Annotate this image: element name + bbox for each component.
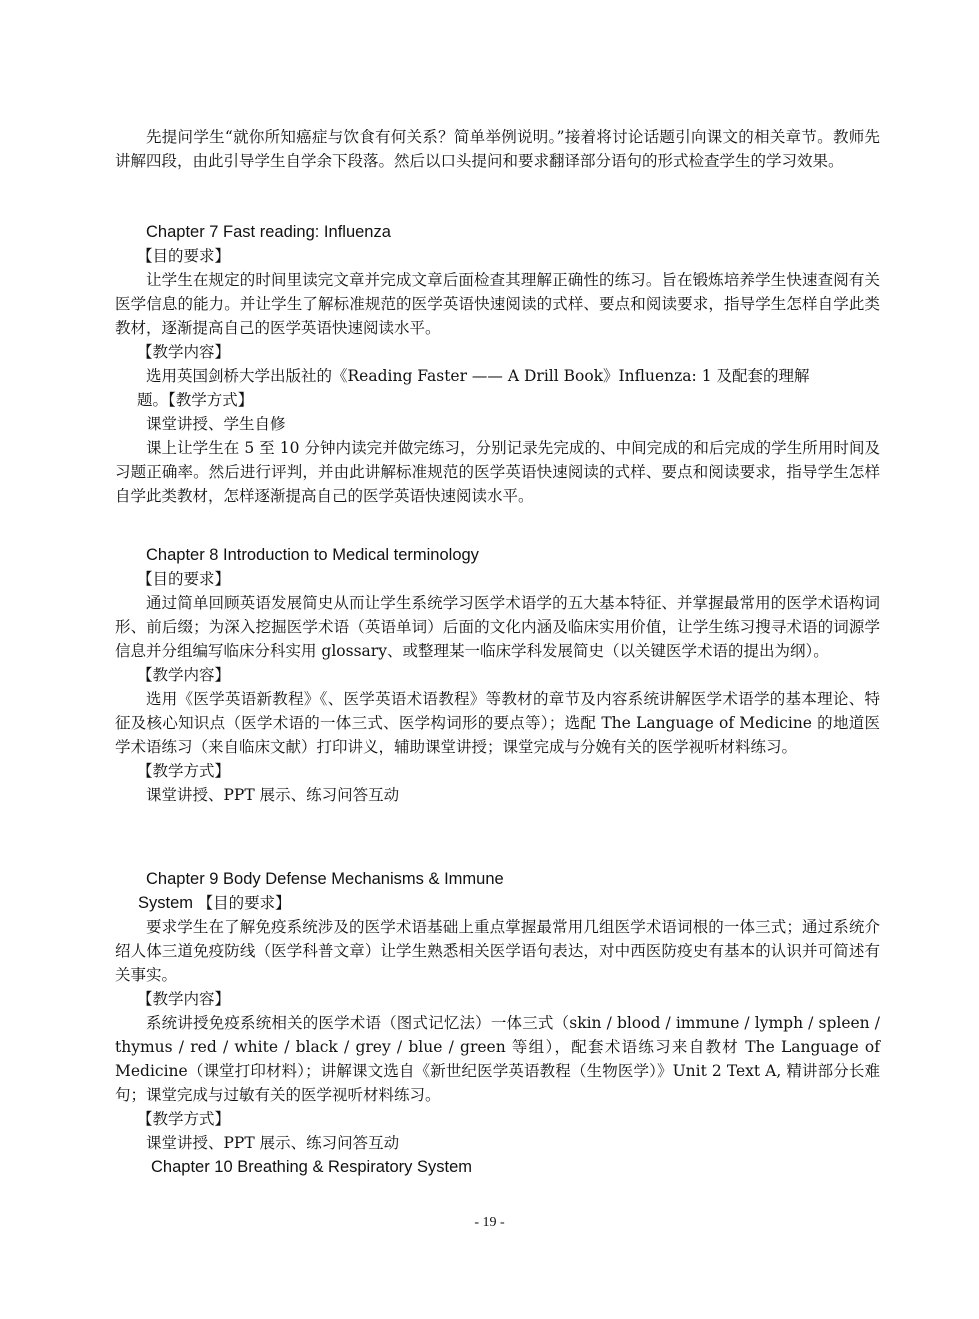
chapter-9-goal-text: 要求学生在了解免疫系统涉及的医学术语基础上重点掌握最常用几组医学术语词根的一体三式；通过系统介绍人体三道免疫防线（医学科普文章）让学生熟悉相关医学语句表达，对中西医防疫史有基本的认识并可简述有关事实。 [115,918,880,984]
chapter-9-title-line1: Chapter 9 Body Defense Mechanisms & Immune [146,870,504,888]
chapter-8-content-heading: 【教学内容】 [137,666,231,684]
chapter-9-method-text: 课堂讲授、PPT 展示、练习问答互动 [146,1134,400,1152]
chapter-7-goal-heading: 【目的要求】 [137,247,231,265]
intro-section [115,125,880,173]
chapter-10-title: Chapter 10 Breathing & Respiratory System [151,1158,472,1176]
chapter-8-title: Chapter 8 Introduction to Medical terminology [146,546,479,564]
chapter-7-content-line2-row [115,388,880,412]
chapter-7-method-text: 课堂讲授、学生自修 [146,415,286,433]
chapter-9-method-heading: 【教学方式】 [137,1110,231,1128]
chapter-7-content-line2: 题。 [137,391,169,409]
chapter-9-content-text: 系统讲授免疫系统相关的医学术语（图式记忆法）一体三式（skin / blood / immune / lymph / spleen / thymus / red / white / black / grey / blue / green 等组），配套术语练习来自教材 The Language of Medicine（课堂打印材料）；讲解课文选自《新世纪医学英语教程（生物医学）》Unit 2 Text A, 精讲部分长难句；课堂完成与过敏有关的医学视听材料练习。 [115,1014,880,1104]
chapter-8-content-text: 选用《医学英语新教程》《、医学英语术语教程》等教材的章节及内容系统讲解医学术语学的基本理论、特征及核心知识点（医学术语的一体三式、医学构词形的要点等）；选配 The Language of Medicine 的地道医学术语练习（来自临床文献）打印讲义，辅助课堂讲授；课堂完成与分娩有关的医学视听材料练习。 [115,690,880,756]
chapter-8-method-heading: 【教学方式】 [137,762,231,780]
chapter-8-goal-heading: 【目的要求】 [137,570,231,588]
chapter-9-content-heading: 【教学内容】 [137,990,231,1008]
chapter-9-goal-heading: 【目的要求】 [197,894,291,912]
chapter-7-method-detail: 课上让学生在 5 至 10 分钟内读完并做完练习，分别记录先完成的、中间完成的和后完成的学生所用时间及习题正确率。然后进行评判，并由此讲解标准规范的医学英语快速阅读的式样、要点和阅读要求，指导学生怎样自学此类教材，怎样逐渐提高自己的医学英语快速阅读水平。 [115,439,880,505]
chapter-7-goal-text: 让学生在规定的时间里读完文章并完成文章后面检查其理解正确性的练习。旨在锻炼培养学生快速查阅有关医学信息的能力。并让学生了解标准规范的医学英语快速阅读的式样、要点和阅读要求，指导学生怎样自学此类教材，逐渐提高自己的医学英语快速阅读水平。 [115,271,880,337]
chapter-9-section [115,867,880,1179]
chapter-9-title-line2-row [115,891,880,915]
chapter-7-section [115,220,880,508]
chapter-7-content-heading: 【教学内容】 [137,343,231,361]
chapter-8-goal-text: 通过简单回顾英语发展简史从而让学生系统学习医学术语学的五大基本特征、并掌握最常用的医学术语构词形、前后缀；为深入挖掘医学术语（英语单词）后面的文化内涵及临床实用价值，让学生练习搜寻术语的词源学信息并分组编写临床分科实用 glossary、或整理某一临床学科发展简史（以关键医学术语的提出为纲）。 [115,594,880,660]
chapter-7-method-heading: 【教学方式】 [168,391,254,409]
chapter-9-title-line2: System [138,894,194,912]
chapter-7-content-line1: 选用英国剑桥大学出版社的《Reading Faster —— A Drill Book》Influenza: 1 及配套的理解 [146,367,810,385]
intro-paragraph: 先提问学生“就你所知癌症与饮食有何关系？简单举例说明。”接着将讨论话题引向课文的相关章节。教师先讲解四段，由此引导学生自学余下段落。然后以口头提问和要求翻译部分语句的形式检查学生的学习效果。 [115,128,880,170]
chapter-8-method-text: 课堂讲授、PPT 展示、练习问答互动 [146,786,400,804]
chapter-7-title: Chapter 7 Fast reading: Influenza [146,223,391,241]
page-number: - 19 - [474,1215,505,1230]
chapter-8-section [115,543,880,807]
